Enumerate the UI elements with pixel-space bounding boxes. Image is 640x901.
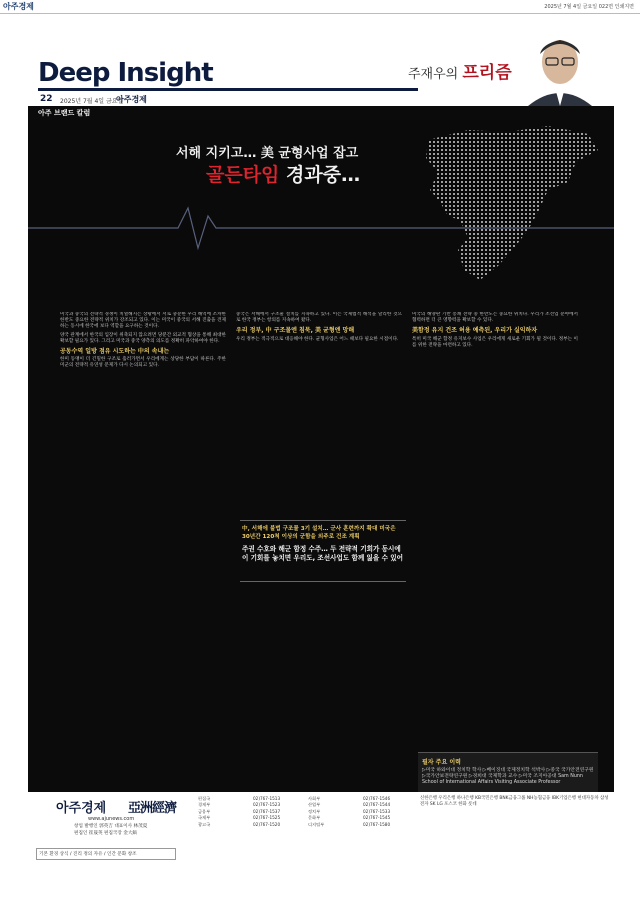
headline-subtitle: 서해 지키고… 美 균형사업 잡고 bbox=[176, 146, 359, 161]
signature-main: 프리즘 bbox=[462, 63, 512, 83]
directory-row: 광고국 02)767-1520 디지털부 02)767-1580 bbox=[198, 821, 391, 827]
sponsor-logos: 신한은행 우리은행 하나은행 KB국민은행 BNK금융그룹 NH농협금융 IBK기업은행 현대자동차 삼성전자 SK LG 포스코 한화 롯데 bbox=[420, 796, 609, 808]
headline-rest: 경과중… bbox=[279, 164, 361, 186]
paragraph: 양국 관계에서 한국의 입장이 위축되지 않으려면 당분간 외교적 협상을 통해 최대한 확보할 필요가 있다. 그리고 미국과 중국 양측의 의도를 정확히 파악하여야 한다. bbox=[60, 332, 226, 344]
paper-name: 아주경제 bbox=[116, 95, 147, 104]
section-heading: 우리 정부, 中 구조물엔 침묵, 美 균형엔 망해 bbox=[236, 327, 355, 335]
phone-directory bbox=[198, 796, 418, 828]
brand-bar-label: 아주 브랜드 칼럼 bbox=[38, 109, 91, 117]
bio-heading: 필자 주요 이력 bbox=[422, 759, 461, 766]
column-signature bbox=[408, 58, 512, 83]
paragraph: 한미 동맹이 더 긴밀한 구조로 흘러가면서 우리에게는 상당한 부담이 따른다. 주한미군의 전략적 유연성 문제가 다시 논의되고 있다. bbox=[60, 357, 226, 369]
footer-url[interactable]: www.ajunews.com bbox=[88, 816, 135, 822]
article-column-3 bbox=[412, 312, 578, 712]
directory-row: 국제부 02)767-1525 문화부 02)767-1545 bbox=[198, 815, 391, 821]
paragraph: 중국은 서해에서 구조물 설치를 지속하고 있다. 이는 국제법적 해석을 달리한 것으로 한국 정부는 항의를 지속하여 왔다. bbox=[236, 312, 402, 324]
brand-bar bbox=[28, 106, 614, 120]
directory-row: 편집국 02)767-1513 사회부 02)767-1546 bbox=[198, 796, 391, 801]
section-heading: 공동수역 일방 점유 시도하는 中의 속내는 bbox=[60, 348, 170, 356]
footer-motto: 기본 환경 상식 / 진리 정의 자유 / 인간 문화 창조 bbox=[36, 848, 176, 860]
footer-logo: 아주경제 bbox=[56, 801, 107, 816]
directory-row: 경제부 02)767-1523 산업부 02)767-1544 bbox=[198, 802, 391, 808]
staff-line: 편집인 崔晟英 편집국장 金大鎬 bbox=[74, 830, 138, 836]
paragraph: 미국과 중국의 전략적 경쟁이 치열해지는 상황에서 서로 충분한 우리 해역에 조차한 한반도 중요한 전략적 위치가 강조되고 있다. 이는 미국이 중국의 서해 진출을 견제하는 동시에 한국에 보다 역할을 요구하는 것이다. bbox=[60, 312, 226, 330]
issue-date: 2025년 7월 4일 금요일 bbox=[60, 98, 124, 105]
page-number: 22 bbox=[40, 94, 53, 104]
signature-prefix: 주재우의 bbox=[408, 67, 459, 82]
section-heading: 美함정 유지 건조 허용 예측된, 우리가 실익하자 bbox=[412, 327, 538, 335]
staff-line: 창업 발행인 郭英吉 대표이사 林茂夏 bbox=[74, 824, 148, 829]
article-column-2 bbox=[236, 312, 402, 712]
bio-text: ▷미국 하와이대 정치학 학사 ▷베이징대 국제정치학 석박사 ▷중국 국가안전연구원 ▷국가안보전략연구원 ▷경희대 국제학과 교수 ▷미국 조지아공대 Sam Nunn School of International Affairs Visiting Associate Professor bbox=[422, 768, 594, 785]
author-portrait bbox=[508, 32, 608, 106]
pull-quote-main: 주권 수호와 해군 함정 수주… 두 전략적 기회가 동시에 이 기회를 놓치면 우리도, 조선사업도 함께 잃을 수 있어 bbox=[242, 545, 403, 562]
headline-highlight: 골든타임 bbox=[206, 164, 280, 186]
title-rule bbox=[38, 88, 418, 91]
footer-logo-hanja: 亞洲經濟 bbox=[128, 801, 177, 816]
korean-peninsula-shape bbox=[426, 126, 598, 280]
page-header bbox=[28, 22, 614, 106]
paragraph: 우리 정부는 적극적으로 대응해야 한다. 균형사업은 어느 때보다 필요한 시점이다. bbox=[236, 336, 399, 342]
masthead-footer bbox=[28, 792, 614, 872]
newspaper-page bbox=[28, 22, 614, 872]
directory-row: 금융부 02)767-1537 정치부 02)767-1533 bbox=[198, 808, 391, 814]
print-meta: 2025년 7월 4일 금요일 022면 인쇄지면 bbox=[544, 4, 634, 10]
top-bar bbox=[0, 0, 640, 14]
paragraph: 미국의 해양판 기반 봉쇄 전략 중 한반도는 중요한 위치다. 우리가 조선업 분야에서 협력하면 더 큰 영향력을 확보할 수 있다. bbox=[412, 312, 578, 324]
article-body bbox=[60, 312, 580, 712]
article-column-1 bbox=[60, 312, 226, 712]
paragraph: 특히 미국 해군 함정 유지보수 사업은 우리에게 새로운 기회가 될 것이다. 정부는 이를 위한 전략을 마련하고 있다. bbox=[412, 336, 578, 348]
headline bbox=[206, 160, 360, 187]
section-title: Deep Insight bbox=[38, 58, 213, 88]
pull-quote-lead: 中, 서해에 불법 구조물 3기 설치… 군사 훈련까지 확대 미국은 30년간 120척 이상의 군함을 외주로 건조 계획 bbox=[242, 526, 396, 540]
footer-staff bbox=[74, 824, 147, 837]
site-logo[interactable]: 아주경제 bbox=[3, 2, 34, 11]
pull-quote bbox=[240, 520, 406, 582]
